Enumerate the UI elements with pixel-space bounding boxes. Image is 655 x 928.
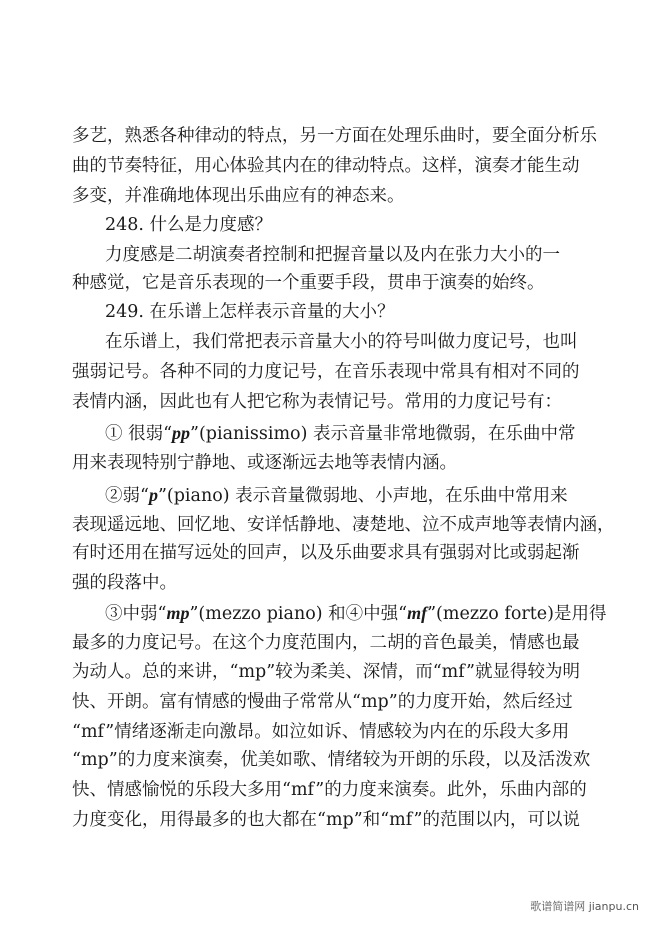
text-line: 表情内涵，因此也有人把它称为表情记号。常用的力度记号有：: [72, 392, 562, 412]
text-line: “mf”情绪逐渐走向激昂。如泣如诉、情感较为内在的乐段大多用: [72, 722, 570, 742]
question-heading-248: 248. 什么是力度感？: [105, 215, 273, 235]
text-line: 最多的力度记号。在这个力度范围内，二胡的音色最美，情感也最: [72, 633, 580, 653]
text-line: 多变，并准确地体现出乐曲应有的神态来。: [72, 186, 405, 206]
text-line: [105, 421, 655, 446]
text-segment: ”(mezzo forte)是用得: [427, 604, 607, 624]
dynamic-mark-pp: pp: [172, 423, 191, 443]
text-line: [105, 601, 655, 626]
dynamic-mark-mf: mf: [407, 603, 428, 623]
text-line: 在乐谱上，我们常把表示音量大小的符号叫做力度记号，也叫: [105, 332, 578, 352]
text-line: 快、情感愉悦的乐段大多用“mf”的力度来演奏。此外，乐曲内部的: [72, 780, 587, 800]
text-line: 有时还用在描写远处的回声，以及乐曲要求具有强弱对比或弱起渐: [72, 543, 580, 563]
dynamic-mark-mp: mp: [166, 603, 190, 623]
text-line: 曲的节奏特征，用心体验其内在的律动特点。这样，演奏才能生动: [72, 156, 580, 176]
text-segment: ① 很弱“: [105, 424, 173, 444]
text-segment: ②弱“: [105, 486, 149, 506]
text-segment: 为动人。总的来讲，: [72, 662, 230, 682]
text-segment: ”(mezzo piano) 和④中强“: [189, 604, 408, 624]
text-segment: ”(piano) 表示音量微弱地、小声地，在乐曲中常用来: [157, 486, 568, 506]
dynamic-mark-p: p: [148, 485, 158, 505]
text-line: [72, 660, 655, 684]
text-line: [105, 483, 655, 508]
text-segment: “mp”较为柔美、深情，而“mf”就显得较为明: [229, 662, 580, 682]
text-segment: ”(pianissimo) 表示音量非常地微弱，在乐曲中常: [190, 424, 576, 444]
text-line: 快、开朗。富有情感的慢曲子常常从“mp”的力度开始，然后经过: [72, 692, 573, 712]
text-line: 多艺，熟悉各种律动的特点，另一方面在处理乐曲时，要全面分析乐: [72, 126, 597, 146]
text-segment: ③中弱“: [105, 604, 167, 624]
text-line: 强弱记号。各种不同的力度记号，在音乐表现中常具有相对不同的: [72, 362, 580, 382]
text-line: 表现遥远地、回忆地、安详恬静地、凄楚地、泣不成声地等表情内涵，: [72, 515, 615, 535]
text-line: 力度感是二胡演奏者控制和把握音量以及内在张力大小的一: [105, 245, 560, 265]
question-heading-249: 249. 在乐谱上怎样表示音量的大小？: [105, 302, 395, 322]
text-line: “mp”的力度来演奏，优美如歌、情绪较为开朗的乐段，以及活泼欢: [72, 750, 591, 770]
text-line: 力度变化，用得最多的也大都在“mp”和“mf”的范围以内，可以说: [72, 810, 580, 830]
text-line: 强的段落中。: [72, 573, 177, 593]
text-line: 用来表现特别宁静地、或逐渐远去地等表情内涵。: [72, 453, 457, 473]
site-watermark: 歌谱简谱网 jianpu.cn: [530, 900, 639, 913]
text-line: 种感觉，它是音乐表现的一个重要手段，贯串于演奏的始终。: [72, 273, 545, 293]
